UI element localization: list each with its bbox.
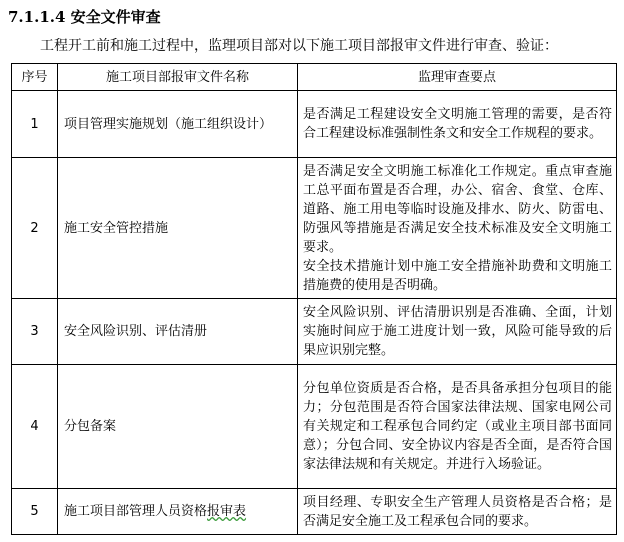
review-point: 项目经理、专职安全生产管理人员资格是否合格；是否满足安全施工及工程承包合同的要求。 [303,494,612,529]
review-point: 分包单位资质是否合格，是否具备承担分包项目的能力；分包范围是否符合国家法律法规、国家电网公司有关规定和工程承包合同约定（或业主项目部书面同意）；分包合同、安全协议内容是否全面，是否符合国家法律法规和有关规定。并进行入场验证。 [303,381,612,472]
table-row [12,489,617,535]
table-row [12,158,617,299]
row-no: 3 [12,299,58,365]
row-doc-name [58,489,298,535]
table-row [12,299,617,365]
section-heading: 7.1.1.4 安全文件审查 [8,8,161,26]
row-doc-name: 项目管理实施规划（施工组织设计） [58,91,298,158]
table-row [12,91,617,158]
row-doc-name: 安全风险识别、评估清册 [58,299,298,365]
row-no: 5 [12,489,58,535]
review-point: 安全风险识别、评估清册识别是否准确、全面，计划实施时间应于施工进度计划一致，风险可能导致的后果应识别完整。 [303,305,612,358]
table-row [12,365,617,489]
table-header-row [12,64,617,91]
header-no: 序号 [12,64,58,91]
intro-paragraph: 工程开工前和施工过程中，监理项目部对以下施工项目部报审文件进行审查、验证： [40,38,558,54]
doc-name-underlined: 报审表 [207,504,247,519]
row-review-points [298,158,617,299]
review-point: 安全技术措施计划中施工安全措施补助费和文明施工措施费的使用是否明确。 [303,258,612,293]
row-no: 2 [12,158,58,299]
row-doc-name: 分包备案 [58,365,298,489]
header-review-points: 监理审查要点 [298,64,617,91]
doc-name-text: 施工项目部管理人员资格 [64,504,208,519]
review-point: 是否满足安全文明施工标准化工作规定。重点审查施工总平面布置是否合理，办公、宿舍、食堂、仓库、道路、施工用电等临时设施及排水、防火、防雷电、防强风等措施是否满足安全技术标准及安全文明施工要求。 [303,163,612,255]
row-no: 1 [12,91,58,158]
review-point: 是否满足工程建设安全文明施工管理的需要，是否符合工程建设标准强制性条文和安全工作规程的要求。 [303,107,612,141]
review-table [11,63,617,535]
header-doc-name: 施工项目部报审文件名称 [58,64,298,91]
row-review-points [298,365,617,489]
row-review-points [298,489,617,535]
row-no: 4 [12,365,58,489]
row-doc-name: 施工安全管控措施 [58,158,298,299]
row-review-points [298,299,617,365]
row-review-points [298,91,617,158]
